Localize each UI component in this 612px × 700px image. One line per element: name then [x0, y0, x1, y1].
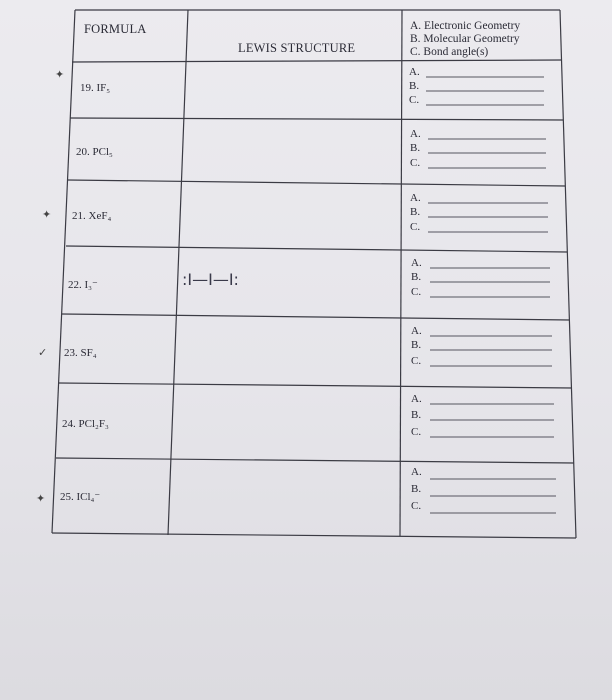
margin-star-mark: ✦ — [55, 69, 65, 81]
formula-19: 19. IF₅ — [80, 82, 111, 94]
formula-23: 23. SF₄ — [64, 347, 97, 359]
answer-letter-a: A. — [410, 192, 421, 204]
answer-letter-a: A. — [411, 466, 422, 478]
answer-letter-c: C. — [410, 221, 421, 233]
formula-25: 25. ICl₄⁻ — [60, 491, 101, 503]
answer-letter-c: C. — [411, 286, 422, 298]
answer-letter-a: A. — [411, 393, 422, 405]
formula-22: 22. I₃⁻ — [68, 279, 98, 291]
answer-letter-b: B. — [411, 339, 422, 351]
handwritten-lewis-structure-i3: :I—I—I: — [182, 270, 239, 289]
formula-column-header: FORMULA — [84, 22, 147, 36]
answer-letter-b: B. — [411, 409, 422, 421]
answer-letter-c: C. — [411, 355, 422, 367]
formula-20: 20. PCl₅ — [76, 146, 113, 158]
margin-check-mark: ✓ — [38, 347, 48, 359]
margin-star-mark: ✦ — [42, 209, 52, 221]
formula-24: 24. PCl₂F₃ — [62, 418, 109, 430]
answer-letter-c: C. — [411, 426, 422, 438]
answer-letter-a: A. — [409, 66, 420, 78]
abc-header-line-b: B. Molecular Geometry — [410, 33, 520, 45]
answer-letter-a: A. — [410, 128, 421, 140]
abc-header-line-c: C. Bond angle(s) — [410, 46, 489, 58]
margin-star-mark: ✦ — [36, 493, 46, 505]
answer-letter-b: B. — [410, 142, 421, 154]
answer-letter-b: B. — [410, 206, 421, 218]
answer-letter-a: A. — [411, 325, 422, 337]
answer-letter-b: B. — [411, 271, 422, 283]
answer-letter-c: C. — [411, 500, 422, 512]
answer-letter-a: A. — [411, 257, 422, 269]
lewis-column-header: LEWIS STRUCTURE — [238, 41, 356, 55]
answer-letter-c: C. — [410, 157, 421, 169]
answer-letter-c: C. — [409, 94, 420, 106]
abc-header-line-a: A. Electronic Geometry — [410, 20, 521, 32]
answer-letter-b: B. — [411, 483, 422, 495]
answer-letter-b: B. — [409, 80, 420, 92]
formula-21: 21. XeF₄ — [72, 210, 112, 222]
